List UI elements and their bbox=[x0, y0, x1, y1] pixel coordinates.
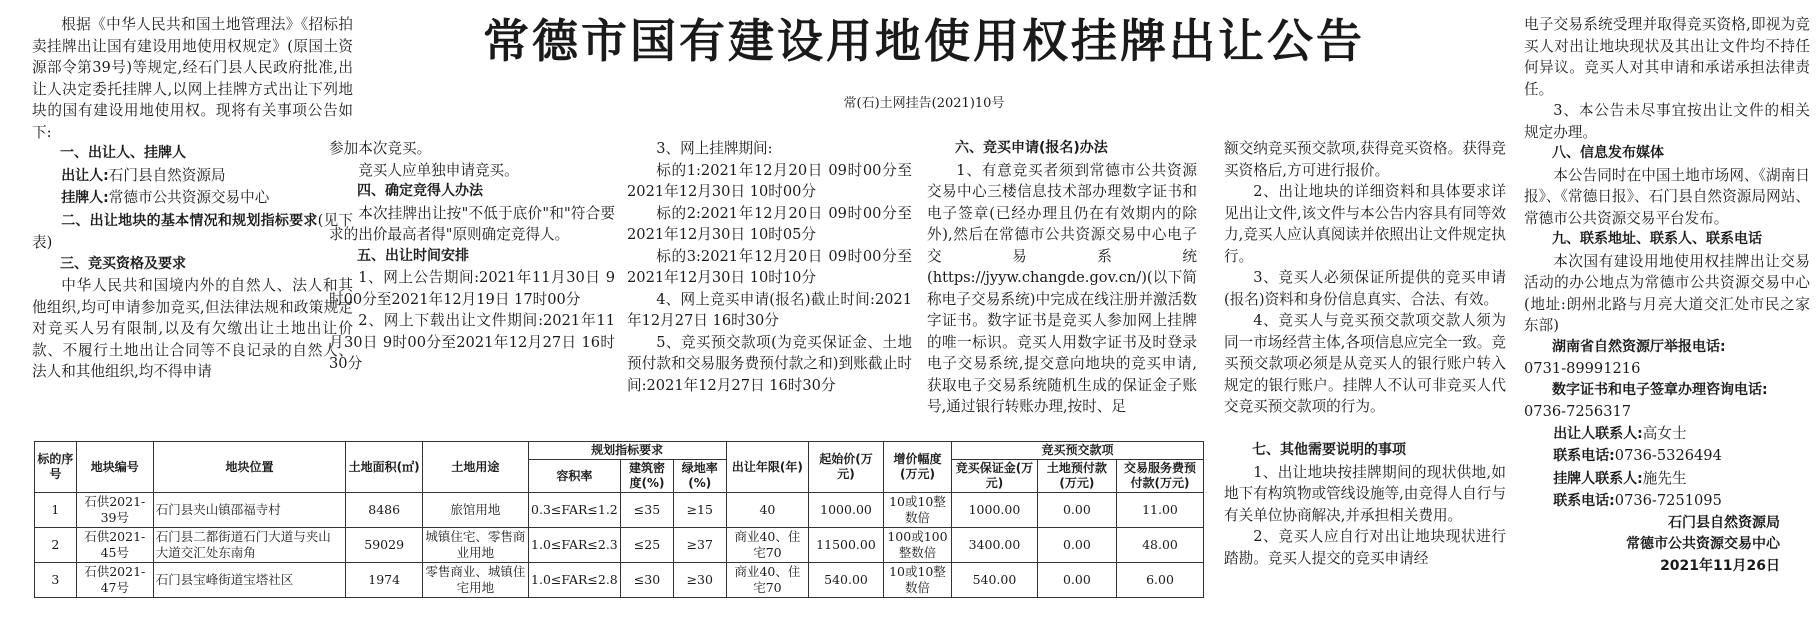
cell-use: 零售商业、城镇住宅用地 bbox=[423, 563, 529, 598]
page-title: 常德市国有建设用地使用权挂牌出让公告 bbox=[483, 14, 1365, 68]
section-4-heading: 四、确定竞得人办法 bbox=[357, 183, 483, 199]
header-far: 容积率 bbox=[528, 460, 620, 493]
listing-phone-label: 联系电话: bbox=[1553, 493, 1615, 509]
cell-seq: 2 bbox=[35, 528, 77, 563]
seller-contact-label: 出让人联系人: bbox=[1553, 425, 1643, 442]
section-2-line bbox=[32, 210, 353, 254]
cell-green: ≥30 bbox=[673, 563, 726, 598]
column-1 bbox=[32, 14, 353, 383]
cell-loc: 石门县宝峰街道宝塔社区 bbox=[153, 563, 345, 598]
section-2-note: (见下表) bbox=[32, 211, 353, 251]
cell-landpre: 0.00 bbox=[1037, 493, 1116, 528]
seller-contact-line bbox=[1524, 423, 1810, 446]
cell-landpre: 0.00 bbox=[1037, 563, 1116, 598]
table-row bbox=[35, 528, 1204, 563]
header-green: 绿地率(%) bbox=[673, 460, 726, 493]
paragraph: 竞买人应单独申请竞买。 bbox=[358, 161, 519, 179]
header-start-price: 起始价(万元) bbox=[809, 442, 884, 493]
cell-term: 40 bbox=[726, 493, 808, 528]
header-plan: 规划指标要求 bbox=[528, 442, 726, 460]
seller-value: 石门县自然资源局 bbox=[108, 166, 226, 184]
cell-incr: 100或100整数倍 bbox=[883, 528, 951, 563]
cell-term: 商业40、住宅70 bbox=[726, 563, 808, 598]
paragraph: 4、竞买人与竞买预交款项交款人须为同一市场经营主体,各项信息应完全一致。竞买预交款项必须是从竞买人的银行账户转入规定的银行账户。挂牌人不认可非竞买人代交竞买预交款项的行为。 bbox=[1224, 312, 1506, 415]
section-5-heading: 五、出让时间安排 bbox=[357, 247, 469, 264]
table-row bbox=[35, 563, 1204, 598]
section-2-heading: 二、出让地块的基本情况和规划指标要求 bbox=[61, 212, 318, 229]
seller-label: 出让人: bbox=[61, 167, 109, 184]
cell-incr: 10或10整数倍 bbox=[883, 493, 951, 528]
paragraph: 参加本次竞买。 bbox=[329, 140, 432, 157]
cell-far: 1.0≤FAR≤2.8 bbox=[528, 563, 620, 598]
header-use: 土地用途 bbox=[423, 442, 529, 493]
paragraph: 电子交易系统受理并取得竞买资格,即视为竞买人对出让地块现状及其出让文件均不持任何异议。竞买人对其申请和承诺承担法律责任。 bbox=[1524, 16, 1810, 98]
cell-density: ≤30 bbox=[621, 563, 674, 598]
paragraph: 3、竞买人必须保证所提供的竞买申请(报名)资料和身份信息真实、合法、有效。 bbox=[1224, 269, 1506, 308]
paragraph: 2、出让地块的详细资料和具体要求详见出让文件,该文件与本公告内容具有同等效力,竞买人应认真阅读并依照出让文件规定执行。 bbox=[1224, 183, 1506, 265]
header-seq: 标的序号 bbox=[35, 442, 77, 493]
section-3-heading: 三、竞买资格及要求 bbox=[60, 255, 186, 272]
seller-phone-label: 联系电话: bbox=[1553, 448, 1615, 464]
column-3 bbox=[627, 138, 912, 396]
paragraph: 3、本公告未尽事宜按出让文件的相关规定办理。 bbox=[1524, 102, 1810, 141]
table-header-row bbox=[35, 442, 1204, 460]
cell-fee: 11.00 bbox=[1117, 493, 1204, 528]
cell-loc: 石门县夹山镇邵福寺村 bbox=[153, 493, 345, 528]
cell-deposit: 1000.00 bbox=[952, 493, 1038, 528]
cell-density: ≤25 bbox=[621, 528, 674, 563]
header-deposit: 竞买保证金(万元) bbox=[952, 460, 1038, 493]
lister-label: 挂牌人: bbox=[61, 190, 109, 206]
download-period: 2、网上下载出让文件期间:2021年11月30日 9时00分至2021年12月27日 16时30分 bbox=[329, 312, 615, 372]
seller-line bbox=[32, 165, 353, 188]
section-3-text: 中华人民共和国境内外的自然人、法人和其他组织,均可申请参加竞买,但法律法规和政策规定对竞买人另有限制,以及有欠缴出让土地出让价款、不履行土地出让合同等不良记录的自然人、法人和其他组织,均不得申请 bbox=[32, 277, 353, 380]
section-1-heading: 一、出让人、挂牌人 bbox=[60, 145, 186, 161]
cell-start: 540.00 bbox=[809, 563, 884, 598]
signature-2: 常德市公共资源交易中心 bbox=[1626, 536, 1780, 552]
cell-deposit: 540.00 bbox=[952, 563, 1038, 598]
seller-phone: 0736-5326494 bbox=[1614, 447, 1722, 464]
cell-start: 1000.00 bbox=[809, 493, 884, 528]
cell-seq: 1 bbox=[35, 493, 77, 528]
intro-paragraph: 根据《中华人民共和国土地管理法》《招标拍卖挂牌出让国有建设用地使用权规定》(原国土资源部令第39号)等规定,经石门县人民政府批准,出让人决定委托挂牌人,以网上挂牌方式出让下列地块的国有建设用地使用权。现将有关事项公告如下: bbox=[32, 16, 353, 141]
header-area: 土地面积(㎡) bbox=[346, 442, 423, 493]
section-9-text: 本次国有建设用地使用权挂牌出让交易活动的办公地点为常德市公共资源交易中心(地址:朗州北路与月亮大道交汇处市民之家东部) bbox=[1524, 252, 1810, 334]
header-land-prepay: 土地预付款(万元) bbox=[1037, 460, 1116, 493]
column-6 bbox=[1524, 14, 1810, 577]
header-code: 地块编号 bbox=[76, 442, 153, 493]
listing-contact-label: 挂牌人联系人: bbox=[1553, 470, 1643, 487]
cell-area: 8486 bbox=[346, 493, 423, 528]
announcement-period: 1、网上公告期间:2021年11月30日 9时00分至2021年12月19日 17时00分 bbox=[329, 269, 615, 308]
section-4-text: 本次挂牌出让按"不低于底价"和"符合要求的出价最高者得"原则确定竞得人。 bbox=[329, 204, 615, 243]
section-8-heading: 八、信息发布媒体 bbox=[1552, 145, 1664, 161]
cell-use: 城镇住宅、零售商业用地 bbox=[423, 528, 529, 563]
header-density: 建筑密度(%) bbox=[621, 460, 674, 493]
listing-contact: 施先生 bbox=[1642, 469, 1687, 487]
application-deadline: 4、网上竞买申请(报名)截止时间:2021年12月27日 16时30分 bbox=[627, 290, 912, 329]
header-prepay: 竞买预交款项 bbox=[952, 442, 1204, 460]
plot-table bbox=[34, 441, 1204, 598]
listing-period-plot-3: 标的3:2021年12月20日 09时00分至2021年12月30日 10时10分 bbox=[627, 247, 912, 286]
lister-line bbox=[32, 187, 353, 210]
table-row bbox=[35, 493, 1204, 528]
document-number: 常(石)土网挂告(2021)10号 bbox=[843, 96, 1005, 111]
listing-period: 3、网上挂牌期间: bbox=[656, 140, 773, 157]
section-9-heading: 九、联系地址、联系人、联系电话 bbox=[1552, 231, 1762, 247]
listing-phone-line bbox=[1524, 490, 1810, 513]
cell-green: ≥37 bbox=[673, 528, 726, 563]
column-5-lower bbox=[1224, 440, 1506, 569]
report-phone: 0731-89991216 bbox=[1524, 360, 1641, 377]
paragraph: 额交纳竞买预交款项,获得竞买资格。获得竞买资格后,方可进行报价。 bbox=[1224, 140, 1506, 179]
section-6-heading: 六、竞买申请(报名)办法 bbox=[955, 140, 1108, 156]
column-5 bbox=[1224, 138, 1506, 418]
header-fee: 交易服务费预付款(万元) bbox=[1117, 460, 1204, 493]
cell-use: 旅馆用地 bbox=[423, 493, 529, 528]
section-7-heading: 七、其他需要说明的事项 bbox=[1252, 442, 1406, 458]
cell-area: 59029 bbox=[346, 528, 423, 563]
cell-fee: 48.00 bbox=[1117, 528, 1204, 563]
cell-incr: 10或10整数倍 bbox=[883, 563, 951, 598]
cell-start: 11500.00 bbox=[809, 528, 884, 563]
cell-far: 1.0≤FAR≤2.3 bbox=[528, 528, 620, 563]
cell-landpre: 0.00 bbox=[1037, 528, 1116, 563]
paragraph: 2、竞买人应自行对出让地块现状进行踏勘。竞买人提交的竞买申请经 bbox=[1224, 528, 1506, 567]
cell-term: 商业40、住宅70 bbox=[726, 528, 808, 563]
header-increment: 增价幅度(万元) bbox=[883, 442, 951, 493]
cert-phone-label: 数字证书和电子签章办理咨询电话: bbox=[1552, 381, 1768, 398]
section-8-text: 本公告同时在中国土地市场网、《湖南日报》、《常德日报》、石门县自然资源局网站、常德市公共资源交易平台发布。 bbox=[1524, 166, 1810, 227]
cell-far: 0.3≤FAR≤1.2 bbox=[528, 493, 620, 528]
signature-1: 石门县自然资源局 bbox=[1668, 514, 1780, 531]
payment-deadline: 5、竞买预交款项(为竞买保证金、土地预付款和交易服务费预付款之和)到账截止时间:2021年12月27日 16时30分 bbox=[627, 333, 912, 394]
cell-fee: 6.00 bbox=[1117, 563, 1204, 598]
signature-date: 2021年11月26日 bbox=[1660, 557, 1780, 574]
seller-contact: 高女士 bbox=[1642, 424, 1687, 442]
listing-contact-line bbox=[1524, 468, 1810, 491]
cell-green: ≥15 bbox=[673, 493, 726, 528]
paragraph: 1、出让地块按挂牌期间的现状供地,如地下有构筑物或管线设施等,由竞得人自行与有关单位协商解决,并承担相关费用。 bbox=[1224, 463, 1506, 524]
cell-code: 石供2021-39号 bbox=[76, 493, 153, 528]
cert-phone: 0736-7256317 bbox=[1524, 403, 1632, 420]
listing-period-plot-1: 标的1:2021年12月20日 09时00分至2021年12月30日 10时00分 bbox=[627, 161, 912, 200]
cell-code: 石供2021-45号 bbox=[76, 528, 153, 563]
listing-phone: 0736-7251095 bbox=[1614, 492, 1722, 509]
column-2 bbox=[329, 138, 615, 375]
listing-period-plot-2: 标的2:2021年12月20日 09时00分至2021年12月30日 10时05分 bbox=[627, 204, 912, 243]
header-term: 出让年限(年) bbox=[726, 442, 808, 493]
header-location: 地块位置 bbox=[153, 442, 345, 493]
section-6-paragraph-1: 1、有意竞买者须到常德市公共资源交易中心三楼信息技术部办理数字证书和电子签章(已经办理且仍在有效期内的除外),然后在常德市公共资源交易中心电子交易系统(https://jyyw.changde.gov.cn/)(以下简称电子交易系统)中完成在线注册并激活数字证书。数字证书是竞买人参加网上挂牌的唯一标识。竞买人用数字证书及时登录电子交易系统,提交意向地块的竞买申请,获取电子交易系统随机生成的保证金子账号,通过银行转账办理,按时、足 bbox=[927, 161, 1197, 415]
table-body bbox=[35, 493, 1204, 598]
lister-value: 常德市公共资源交易中心 bbox=[108, 189, 270, 206]
cell-code: 石供2021-47号 bbox=[76, 563, 153, 598]
cell-deposit: 3400.00 bbox=[952, 528, 1038, 563]
column-4 bbox=[927, 138, 1197, 418]
cell-loc: 石门县二都街道石门大道与夹山大道交汇处东南角 bbox=[153, 528, 345, 563]
report-phone-label: 湖南省自然资源厅举报电话: bbox=[1552, 338, 1726, 355]
seller-phone-line bbox=[1524, 445, 1810, 468]
cell-seq: 3 bbox=[35, 563, 77, 598]
cell-density: ≤35 bbox=[621, 493, 674, 528]
cell-area: 1974 bbox=[346, 563, 423, 598]
